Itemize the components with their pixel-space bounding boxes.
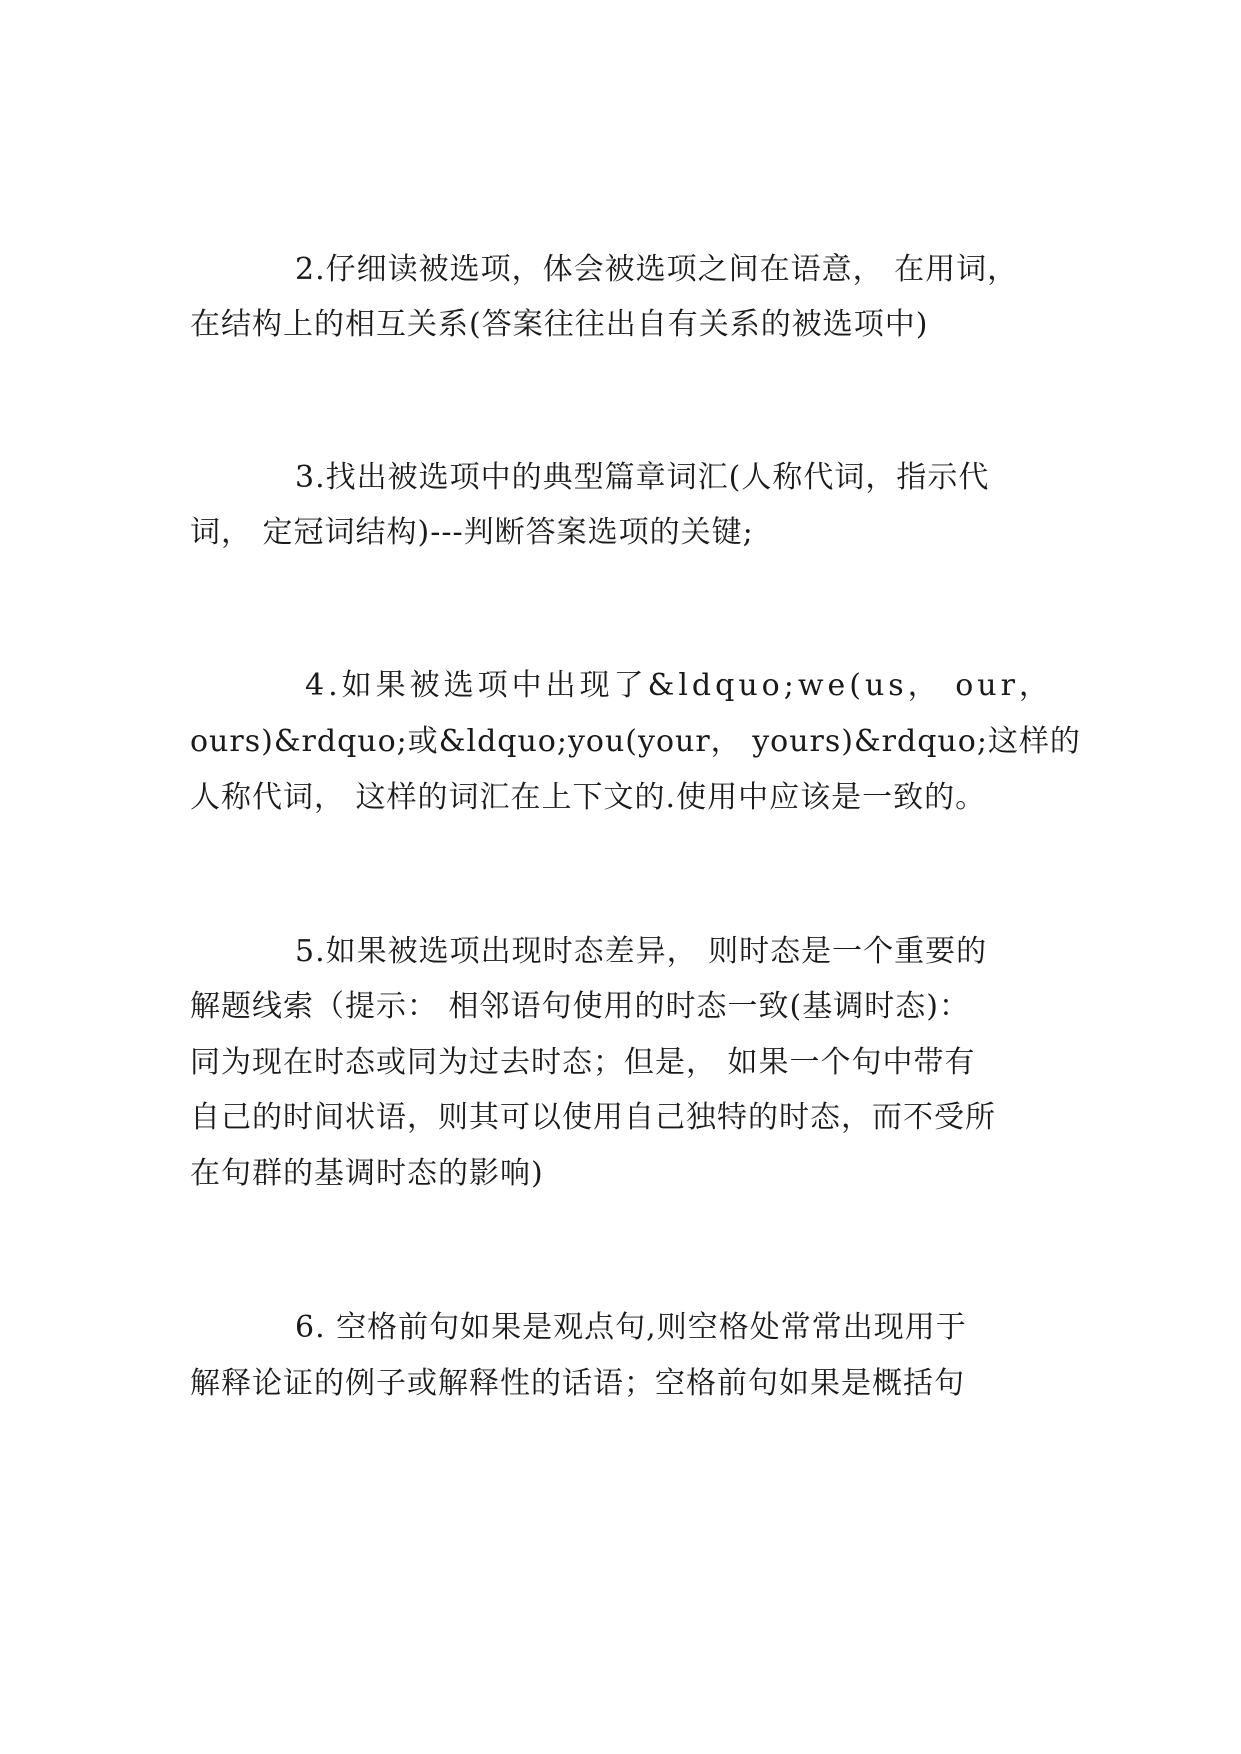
paragraph-6-line-1: 6. 空格前句如果是观点句,则空格处常常出现用于 bbox=[295, 1310, 967, 1345]
paragraph-4-line-1: 4.如果被选项中出现了&ldquo;we(us， our， bbox=[305, 668, 1053, 703]
paragraph-5-line-3: 同为现在时态或同为过去时态；但是， 如果一个句中带有 bbox=[190, 1045, 976, 1080]
paragraph-5-line-5: 在句群的基调时态的影响) bbox=[190, 1156, 544, 1191]
paragraph-4-line-3: 人称代词， 这样的词汇在上下文的.使用中应该是一致的。 bbox=[190, 780, 987, 815]
paragraph-6-line-2: 解释论证的例子或解释性的话语；空格前句如果是概括句 bbox=[190, 1366, 965, 1401]
paragraph-4-line-2: ours)&rdquo;或&ldquo;you(your， yours)&rdquo;这样的 bbox=[190, 724, 1081, 759]
paragraph-3-line-1: 3.找出被选项中的典型篇章词汇(人称代词，指示代 bbox=[295, 460, 990, 495]
paragraph-5-line-1: 5.如果被选项出现时态差异， 则时态是一个重要的 bbox=[295, 934, 988, 969]
paragraph-2-line-2: 在结构上的相互关系(答案往往出自有关系的被选项中) bbox=[190, 307, 929, 342]
paragraph-2-line-1: 2.仔细读被选项，体会被选项之间在语意， 在用词， bbox=[295, 252, 1019, 287]
paragraph-3-line-2: 词， 定冠词结构)---判断答案选项的关键; bbox=[190, 515, 754, 550]
paragraph-5-line-2: 解题线索（提示： 相邻语句使用的时态一致(基调时态)： bbox=[190, 989, 970, 1024]
paragraph-5-line-4: 自己的时间状语，则其可以使用自己独特的时态，而不受所 bbox=[190, 1100, 996, 1135]
